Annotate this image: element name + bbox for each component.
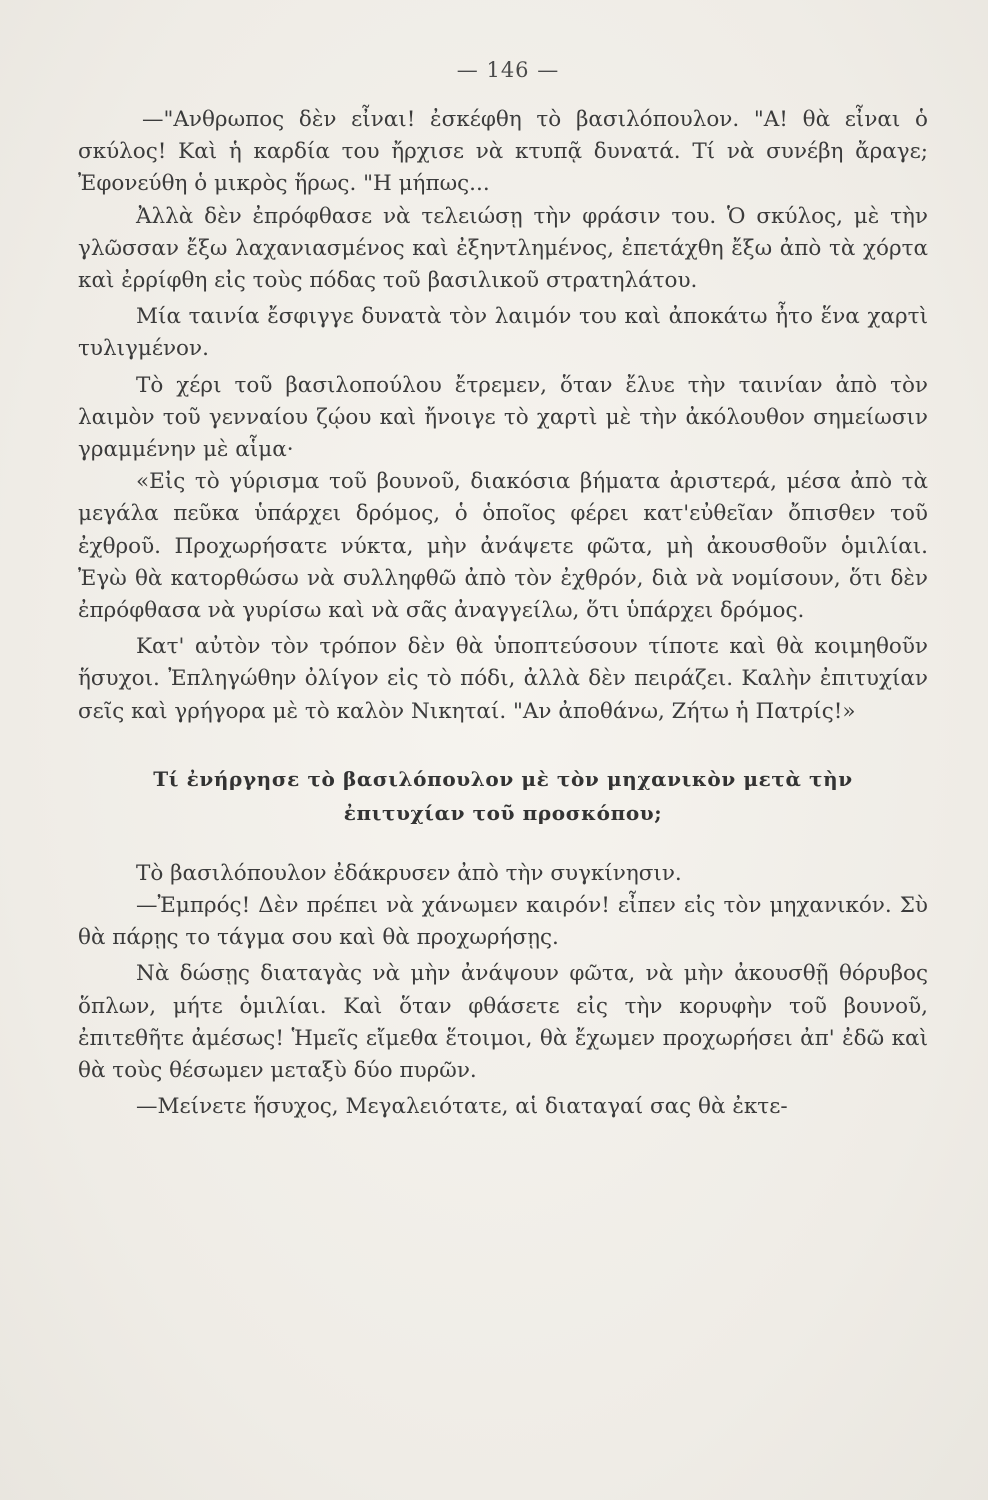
scout-letter	[78, 466, 928, 728]
section-heading: Τί ἐνήργησε τὸ βασιλόπουλον μὲ τὸν μηχανικὸν μετὰ τὴν ἐπιτυχίαν τοῦ προσκόπου;	[153, 766, 853, 825]
paragraph-7: Τὸ βασιλόπουλον ἐδάκρυσεν ἀπὸ τὴν συγκίνησιν.	[136, 860, 682, 886]
paragraph-1: —"Ανθρωπος δὲν εἶναι! ἐσκέφθη τὸ βασιλόπουλον. "Α! θὰ εἶναι ὁ σκύλος! Καὶ ἡ καρδία του ἤρχισε νὰ κτυπᾷ δυνατά. Τί νὰ συνέβη ἄραγε; Ἐφονεύθη ὁ μικρὸς ἥρως. "Η μήπως...	[78, 107, 928, 197]
page-number: — 146 —	[456, 58, 560, 82]
letter-paragraph-2: Κατ' αὐτὸν τὸν τρόπον δὲν θὰ ὑποπτεύσουν τίποτε καὶ θὰ κοιμηθοῦν ἥσυχοι. Ἐπληγώθην ὀλίγον εἰς τὸ πόδι, ἀλλὰ δὲν πειράζει. Καλὴν ἐπιτυχίαν σεῖς καὶ γρήγορα μὲ τὸ καλὸν Νικηταί. "Αν ἀποθάνω, Ζήτω ἡ Πατρίς!»	[78, 634, 928, 724]
letter-paragraph-1: «Εἰς τὸ γύρισμα τοῦ βουνοῦ, διακόσια βήματα ἀριστερά, μέσα ἀπὸ τὰ μεγάλα πεῦκα ὑπάρχει δρόμος, ὁ ὁποῖος φέρει κατ'εὐθεῖαν ὄπισθεν τοῦ ἐχθροῦ. Προχωρήσατε νύκτα, μὴν ἀνάψετε φῶτα, μὴ ἀκουσθοῦν ὁμιλίαι. Ἐγὼ θὰ κατορθώσω νὰ συλληφθῶ ἀπὸ τὸν ἐχθρόν, διὰ νὰ νομίσουν, ὅτι δὲν ἐπρόφθασα νὰ γυρίσω καὶ νὰ σᾶς ἀναγγείλω, ὅτι ὑπάρχει δρόμος.	[78, 469, 928, 624]
paragraph-10: —Μείνετε ἥσυχος, Μεγαλειότατε, αἱ διαταγαί σας θὰ ἐκτε-	[136, 1094, 788, 1120]
paragraph-9: Νὰ δώσῃς διαταγὰς νὰ μὴν ἀνάψουν φῶτα, νὰ μὴν ἀκουσθῇ θόρυβος ὅπλων, μήτε ὁμιλίαι. Καὶ ὅταν φθάσετε εἰς τὴν κορυφὴν τοῦ βουνοῦ, ἐπιτεθῆτε ἀμέσως! Ἡμεῖς εἴμεθα ἕτοιμοι, θὰ ἔχωμεν προχωρήσει ἀπ' ἐδῶ καὶ θὰ τοὺς θέσωμεν μεταξὺ δύο πυρῶν.	[78, 961, 928, 1084]
paragraph-4: Τὸ χέρι τοῦ βασιλοπούλου ἔτρεμεν, ὅταν ἔλυε τὴν ταινίαν ἀπὸ τὸν λαιμὸν τοῦ γενναίου ζῴου καὶ ἤνοιγε τὸ χαρτὶ μὲ τὴν ἀκόλουθον σημείωσιν γραμμένην μὲ αἷμα·	[78, 372, 928, 463]
paragraph-3: Μία ταινία ἔσφιγγε δυνατὰ τὸν λαιμόν του καὶ ἀποκάτω ἦτο ἕνα χαρτὶ τυλιγμένον.	[78, 304, 928, 362]
paragraph-2: Ἀλλὰ δὲν ἐπρόφθασε νὰ τελειώσῃ τὴν φράσιν του. Ὁ σκύλος, μὲ τὴν γλῶσσαν ἔξω λαχανιασμένος καὶ ἐξηντλημένος, ἐπετάχθη ἔξω ἀπὸ τὰ χόρτα καὶ ἐρρίφθη εἰς τοὺς πόδας τοῦ βασιλικοῦ στρατηλάτου.	[78, 203, 928, 294]
paragraph-8: —Ἐμπρός! Δὲν πρέπει νὰ χάνωμεν καιρόν! εἶπεν εἰς τὸν μηχανικόν. Σὺ θὰ πάρῃς το τάγμα σου καὶ θὰ προχωρήσῃς.	[78, 893, 928, 951]
